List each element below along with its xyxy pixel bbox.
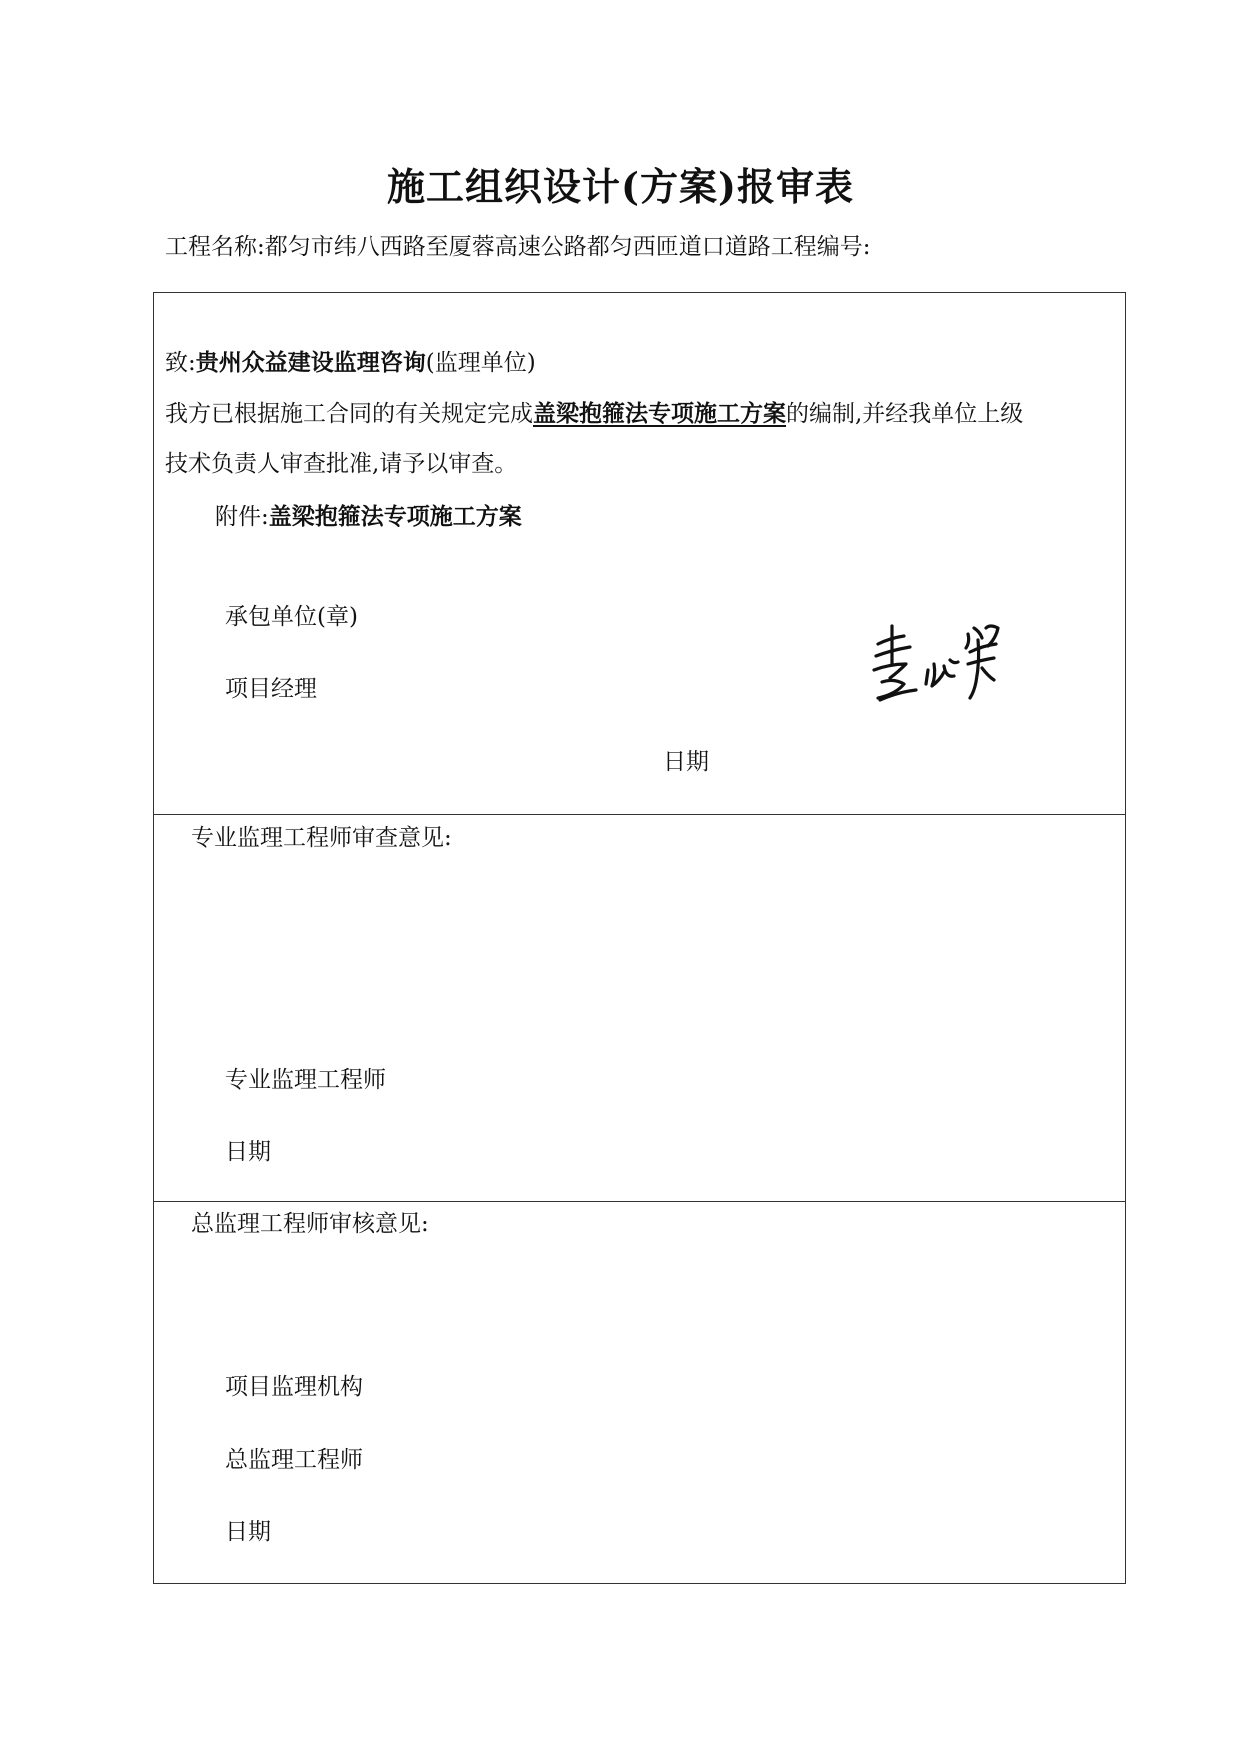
plan-name: 盖梁抱箍法专项施工方案: [533, 400, 786, 427]
specialist-opinion-label: 专业监理工程师审查意见:: [191, 825, 452, 851]
chief-engineer-label: 总监理工程师: [225, 1447, 363, 1473]
attachment-line: [215, 498, 522, 531]
supervisor-unit-suffix: (监理单位): [425, 350, 536, 376]
project-name-label: 工程名称:: [165, 234, 265, 260]
project-number-label: 编号:: [816, 234, 871, 260]
chief-opinion-label: 总监理工程师审核意见:: [191, 1211, 429, 1237]
declaration-line-1: [165, 395, 1023, 428]
declaration-suffix: 的编制,并经我单位上级: [786, 401, 1024, 427]
document-title: 施工组织设计(方案)报审表: [387, 164, 854, 209]
project-name-value: 都匀市纬八西路至厦蓉高速公路都匀西匝道口道路工程: [264, 234, 817, 260]
specialist-engineer-label: 专业监理工程师: [225, 1067, 386, 1093]
handwritten-signature: [870, 620, 1010, 710]
chief-date-label: 日期: [225, 1519, 271, 1545]
declaration-line-2: 技术负责人审查批准,请予以审查。: [165, 451, 518, 477]
contractor-date-label: 日期: [663, 749, 709, 775]
attachment-name: 盖梁抱箍法专项施工方案: [268, 503, 522, 530]
contractor-seal-label: 承包单位(章): [225, 604, 358, 630]
addressee-line: [165, 344, 536, 377]
specialist-date-label: 日期: [225, 1139, 271, 1165]
attachment-label: 附件:: [215, 504, 269, 530]
supervisor-unit: 贵州众益建设监理咨询: [195, 349, 426, 376]
section-divider-1: [154, 814, 1125, 815]
section-divider-2: [154, 1201, 1125, 1202]
to-label: 致:: [165, 350, 196, 376]
approval-form-table: [153, 292, 1126, 1584]
declaration-prefix: 我方已根据施工合同的有关规定完成: [165, 401, 533, 427]
project-info-line: [165, 228, 871, 261]
supervision-org-label: 项目监理机构: [225, 1374, 363, 1400]
project-manager-label: 项目经理: [225, 676, 317, 702]
